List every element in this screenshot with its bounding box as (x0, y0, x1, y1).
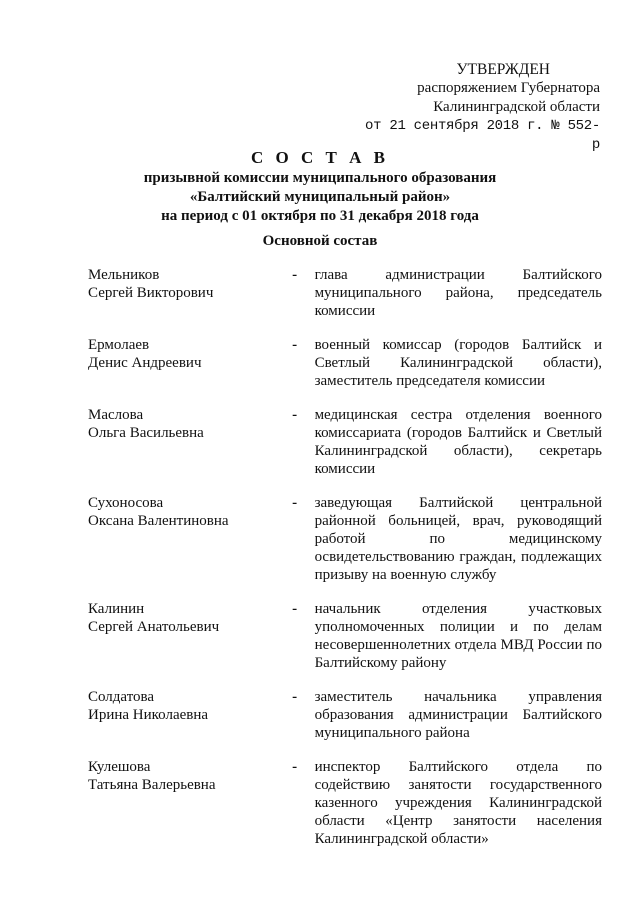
member-dash: - (292, 759, 298, 775)
member-role: глава администрации Балтийского муниципального района, председатель комиссии (314, 267, 602, 319)
title-main: С О С Т А В (251, 148, 389, 167)
member-given-name: Сергей Викторович (88, 285, 214, 301)
approval-order-line: от 21 сентября 2018 г. № 552-р (365, 118, 600, 153)
approval-line-1: распоряжением Губернатора (417, 80, 600, 96)
member-given-name: Ольга Васильевна (88, 425, 204, 441)
member-dash: - (292, 601, 298, 617)
member-row (88, 758, 602, 848)
member-given-name: Татьяна Валерьевна (88, 777, 216, 793)
member-role: военный комиссар (городов Балтийск и Светлый Калининградской области), заместитель председателя комиссии (314, 337, 602, 389)
member-name (88, 406, 283, 478)
member-given-name: Оксана Валентиновна (88, 513, 229, 529)
member-role: заместитель начальника управления образования администрации Балтийского муниципального района (314, 689, 602, 741)
member-row (88, 494, 602, 584)
member-row (88, 266, 602, 320)
members-list (88, 266, 602, 848)
member-role: начальник отделения участковых уполномоченных полиции и по делам несовершеннолетних отдела МВД России по Балтийскому району (314, 601, 602, 671)
member-surname: Кулешова (88, 759, 151, 775)
document-title (0, 148, 640, 226)
member-surname: Мельников (88, 267, 160, 283)
member-role: инспектор Балтийского отдела по содействию занятости государственного казенного учреждения Калининградской области «Центр занятости населения Калининградской области» (314, 759, 602, 847)
member-dash: - (292, 495, 298, 511)
member-given-name: Ирина Николаевна (88, 707, 209, 723)
member-given-name: Денис Андреевич (88, 355, 202, 371)
section-title: Основной состав (262, 233, 378, 249)
member-surname: Ермолаев (88, 337, 150, 353)
member-surname: Сухоносова (88, 495, 164, 511)
member-surname: Калинин (88, 601, 145, 617)
member-surname: Маслова (88, 407, 144, 423)
member-name (88, 266, 283, 320)
member-dash: - (292, 267, 298, 283)
approval-block (360, 60, 600, 155)
approval-line-2: Калининградской области (433, 99, 600, 115)
member-role: медицинская сестра отделения военного комиссариата (городов Балтийск и Светлый Калининградской области), секретарь комиссии (314, 407, 602, 477)
member-role: заведующая Балтийской центральной районной больницей, врач, руководящий работой по медицинскому освидетельствованию граждан, подлежащих призыву на военную службу (314, 495, 602, 583)
member-name (88, 600, 283, 672)
member-name (88, 336, 283, 390)
member-given-name: Сергей Анатольевич (88, 619, 220, 635)
approval-heading: УТВЕРЖДЕН (456, 61, 550, 78)
member-name (88, 494, 283, 584)
member-row (88, 336, 602, 390)
member-row (88, 406, 602, 478)
title-line-2: «Балтийский муниципальный район» (189, 189, 451, 205)
member-dash: - (292, 407, 298, 423)
title-line-1: призывной комиссии муниципального образования (143, 170, 497, 186)
member-row (88, 688, 602, 742)
member-surname: Солдатова (88, 689, 155, 705)
member-name (88, 688, 283, 742)
member-dash: - (292, 689, 298, 705)
title-line-3: на период с 01 октября по 31 декабря 2018 года (161, 208, 479, 224)
member-dash: - (292, 337, 298, 353)
member-row (88, 600, 602, 672)
member-name (88, 758, 283, 848)
